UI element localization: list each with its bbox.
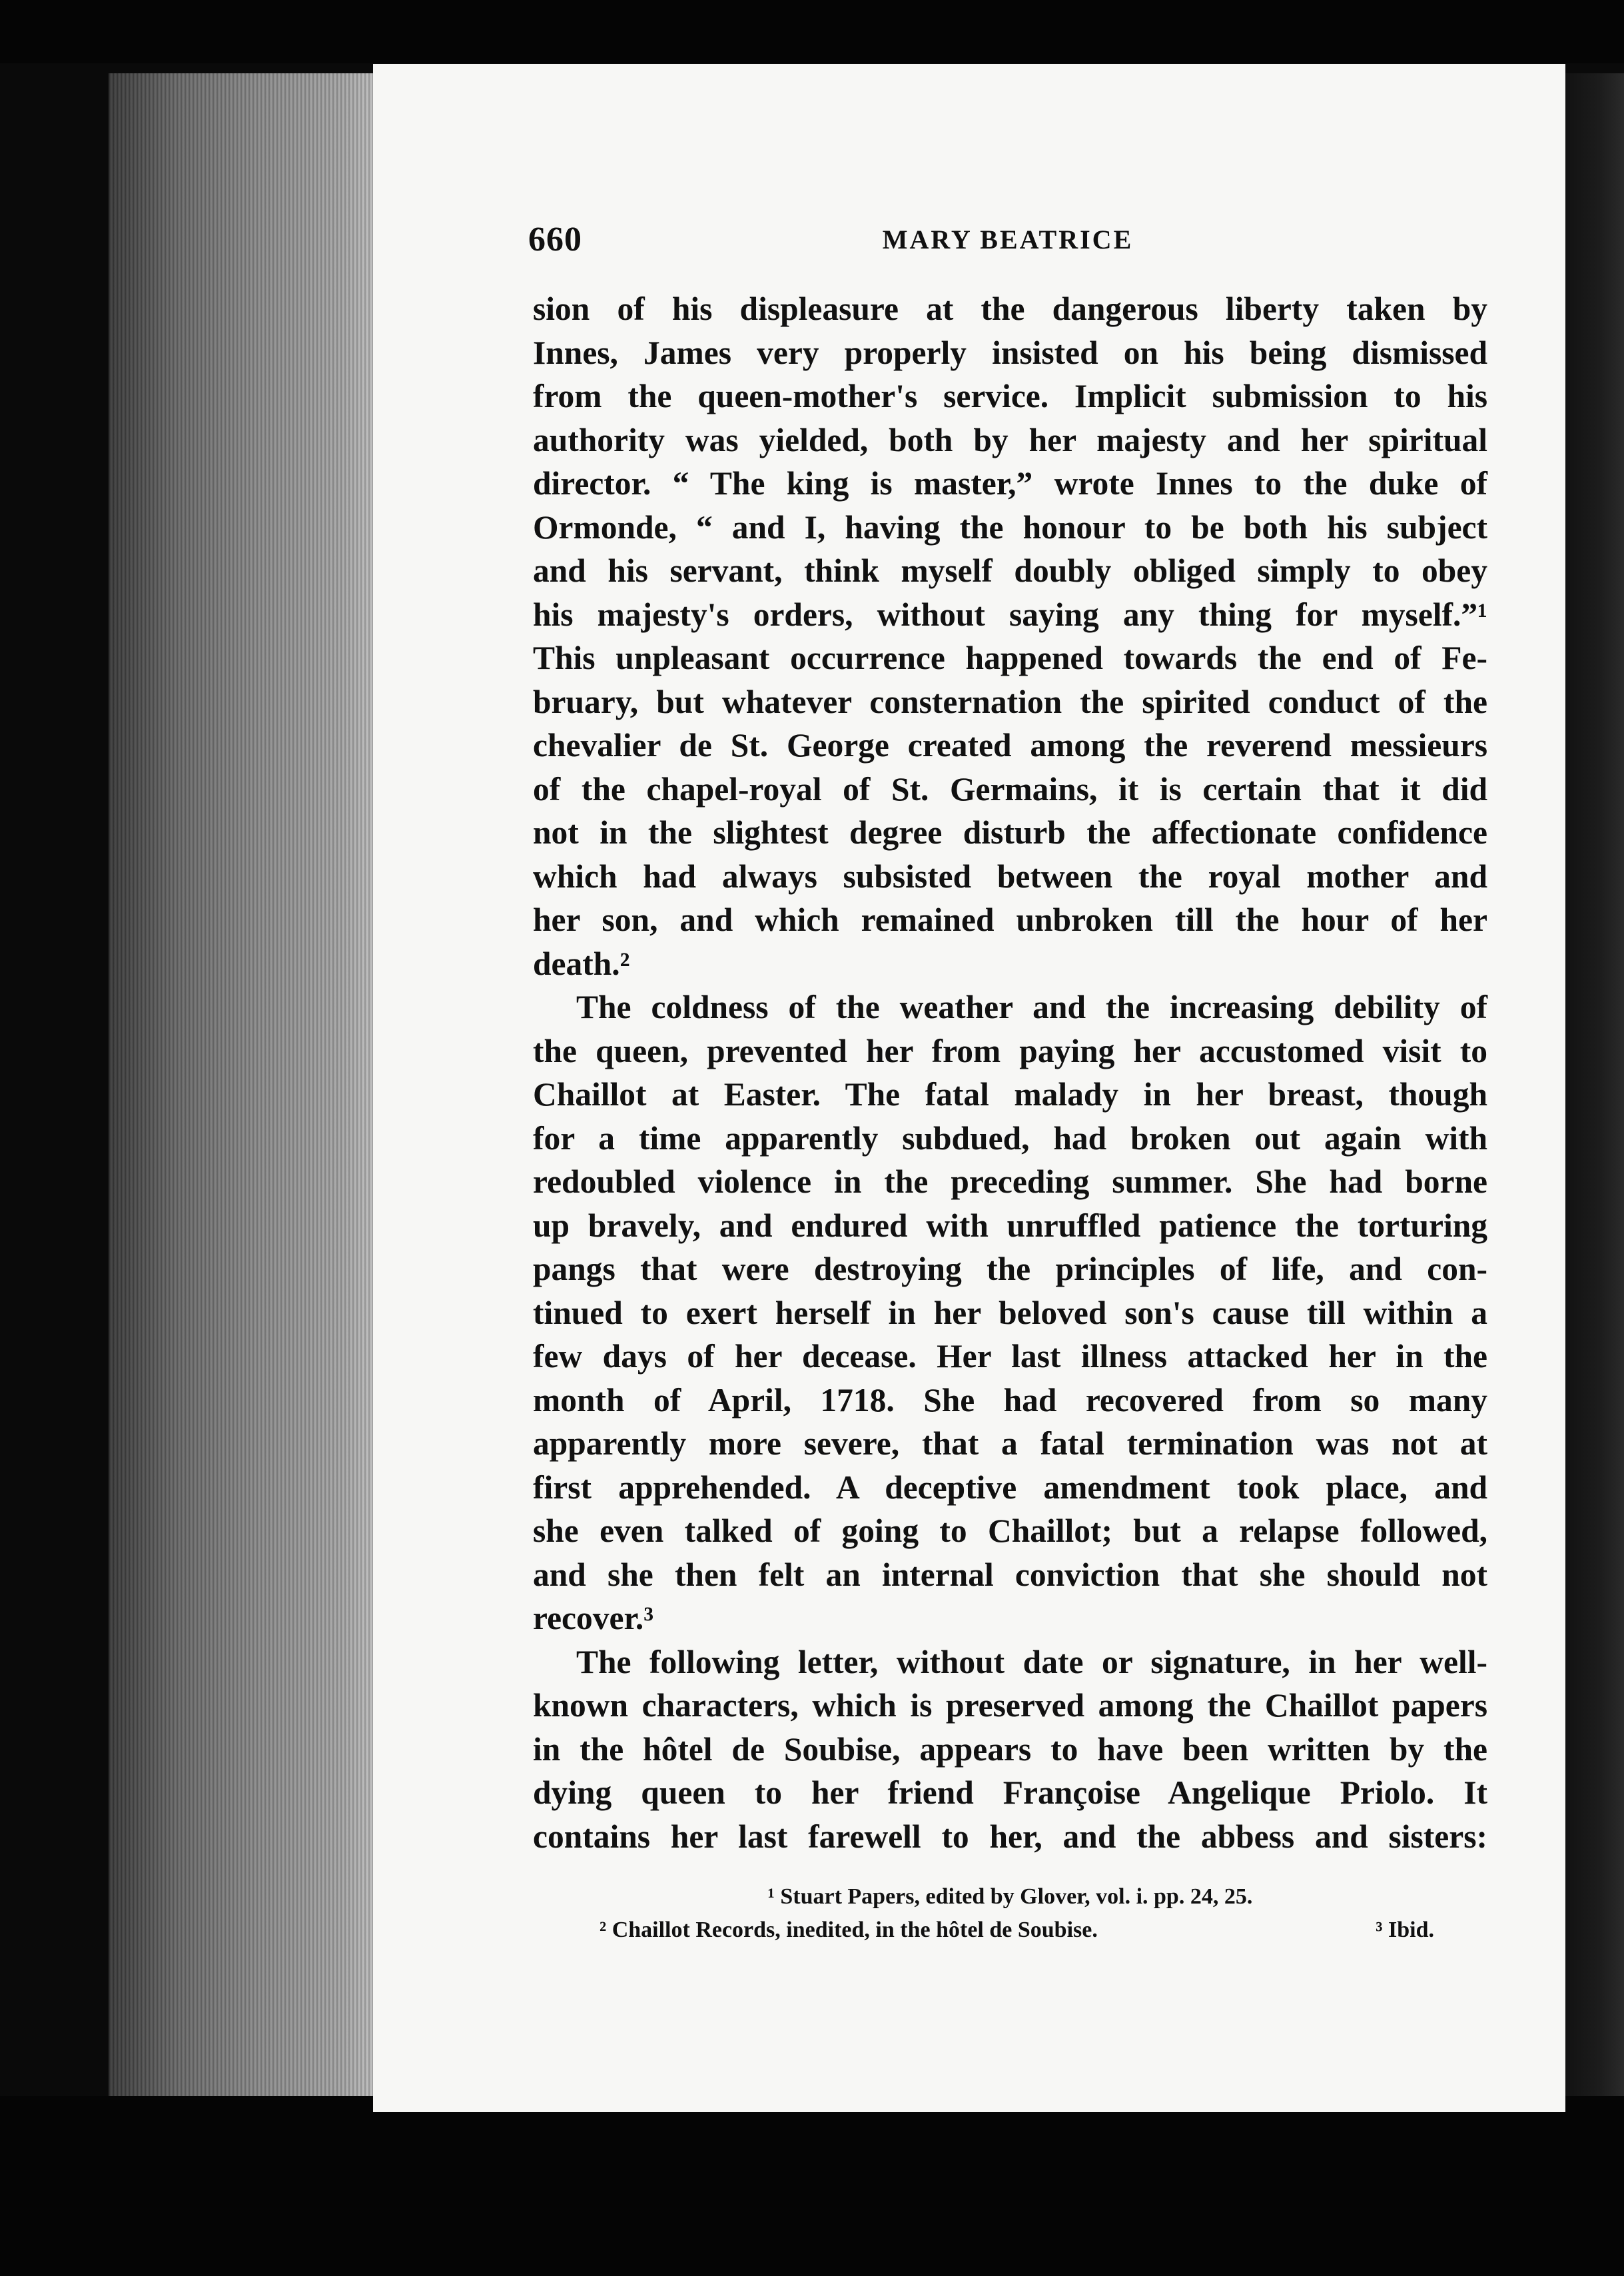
text-line: The following letter, without date or signature, in her well- [576,1643,1487,1680]
text-line: which had always subsisted between the royal mother and [533,857,1487,895]
text-line: known characters, which is preserved among the Chaillot papers [533,1687,1487,1724]
footnotes [533,1880,1487,1947]
body-text [533,287,1487,1858]
page-header [528,220,1487,273]
footnote-1: ¹ Stuart Papers, edited by Glover, vol. i. pp. 24, 25. [767,1884,1253,1909]
text-line: up bravely, and endured with unruffled patience the torturing [533,1207,1487,1244]
text-line: month of April, 1718. She had recovered from so many [533,1381,1487,1419]
text-line: of the chapel-royal of St. Germains, it is certain that it did [533,770,1487,808]
text-line: tinued to exert herself in her beloved son's cause till within a [533,1294,1487,1331]
text-line: apparently more severe, that a fatal termination was not at [533,1425,1487,1462]
text-line: contains her last farewell to her, and the abbess and sisters: [533,1818,1487,1855]
text-line: recover.³ [533,1600,654,1636]
text-line: Ormonde, “ and I, having the honour to be both his subject [533,508,1487,546]
text-line: bruary, but whatever consternation the spirited conduct of the [533,683,1487,720]
text-line: The coldness of the weather and the increasing debility of [576,989,1487,1025]
text-line: and his servant, think myself doubly obliged simply to obey [533,552,1487,589]
text-line: and she then felt an internal conviction that she should not [533,1556,1487,1593]
text-line: from the queen-mother's service. Implicit submission to his [533,378,1487,414]
text-line: for a time apparently subdued, had broken out again with [533,1119,1487,1157]
text-line: dying queen to her friend Françoise Angelique Priolo. It [533,1774,1487,1811]
text-line: director. “ The king is master,” wrote Innes to the duke of [533,465,1487,502]
text-line: her son, and which remained unbroken till the hour of her [533,901,1487,938]
book-spine-edge [109,73,382,2112]
text-line: few days of her decease. Her last illness attacked her in the [533,1338,1487,1375]
text-line: This unpleasant occurrence happened towards the end of Fe- [533,640,1487,676]
text-line: she even talked of going to Chaillot; but a relapse followed, [533,1512,1487,1549]
footnote-3: ³ Ibid. [1376,1918,1434,1942]
text-line: the queen, prevented her from paying her accustomed visit to [533,1032,1487,1069]
text-line: Innes, James very properly insisted on his being dismissed [533,334,1487,371]
text-line: first apprehended. A deceptive amendment took place, and [533,1468,1487,1506]
text-line: death.² [533,945,630,982]
text-line: chevalier de St. George created among the reverend messieurs [533,727,1487,764]
text-line: not in the slightest degree disturb the affectionate confidence [533,814,1487,851]
text-line: redoubled violence in the preceding summer. She had borne [533,1163,1487,1200]
scan-top-border [0,0,1624,63]
scan-bottom-border [0,2096,1624,2276]
text-line: sion of his displeasure at the dangerous liberty taken by [533,290,1487,327]
running-head: MARY BEATRICE [882,225,1134,255]
page-number: 660 [528,221,582,259]
scan-right-border [1562,73,1624,2112]
text-line: Chaillot at Easter. The fatal malady in her breast, though [533,1076,1487,1113]
footnote-row [533,1914,1487,1947]
text-line: authority was yielded, both by her majesty and her spiritual [533,421,1487,458]
text-line: in the hôtel de Soubise, appears to have been written by the [533,1730,1487,1768]
text-line: pangs that were destroying the principles of life, and con- [533,1251,1487,1287]
footnote-2: ² Chaillot Records, inedited, in the hôtel de Soubise. [600,1918,1098,1942]
text-line: his majesty's orders, without saying any thing for myself.”¹ [533,596,1487,633]
